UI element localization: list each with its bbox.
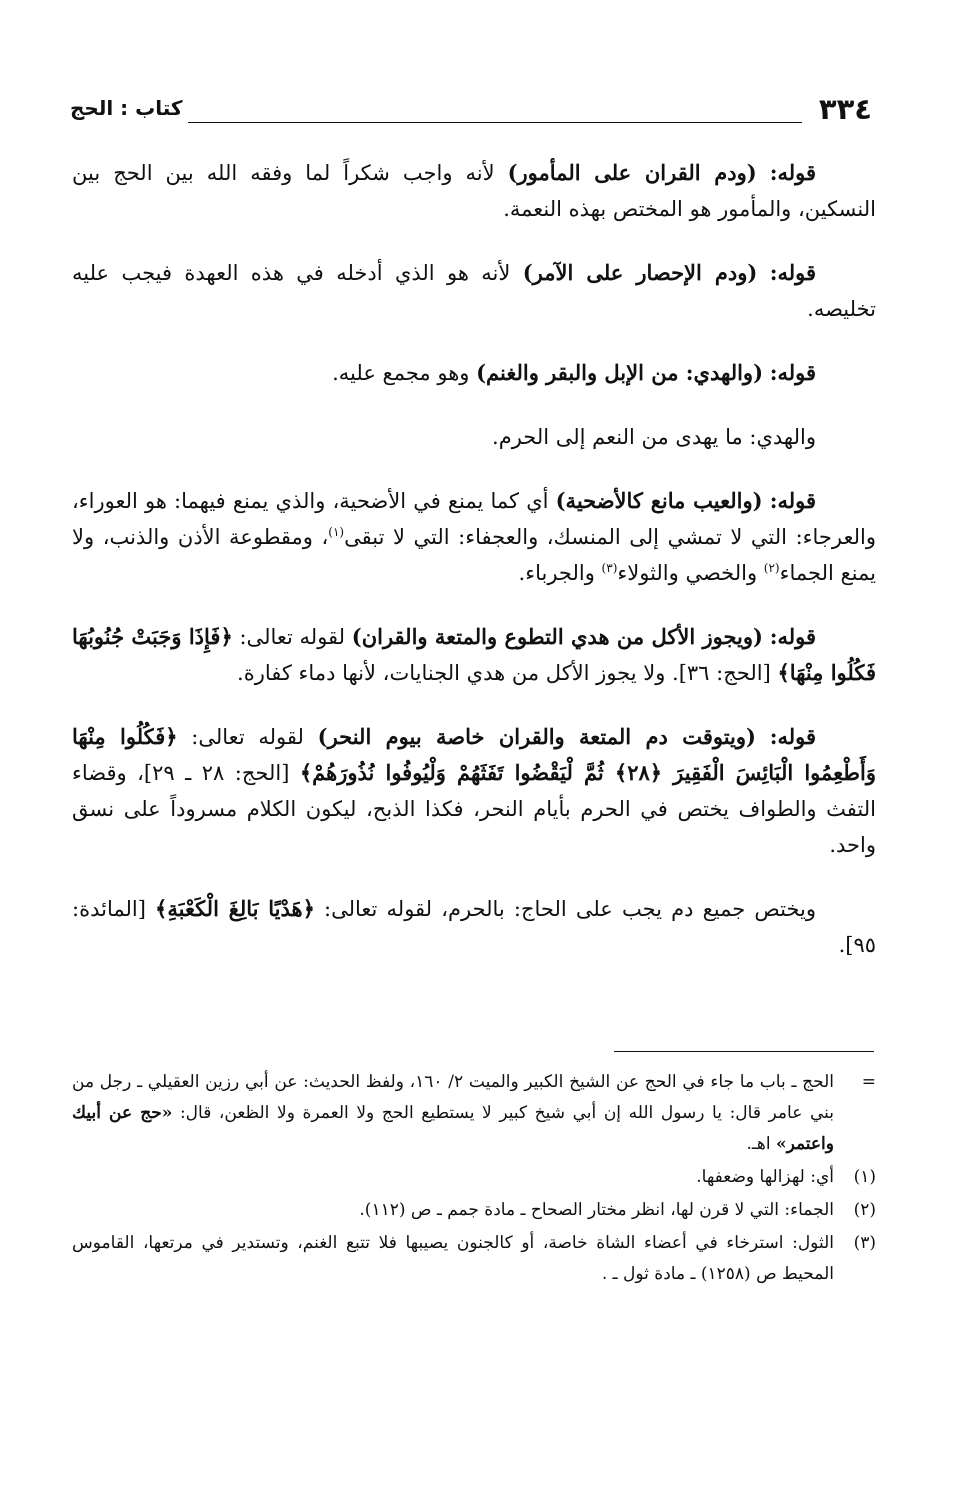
quran-verse: ﴿هَدْيًا بَالِغَ الْكَعْبَةِ﴾ (155, 896, 315, 921)
quoted-text: (ويتوقت دم المتعة والقران خاصة بيوم النحر) (317, 724, 756, 749)
quoted-text: (ودم الإحصار على الآمر) (522, 260, 758, 285)
paragraph-text: لأنه هو الذي أدخله في هذه العهدة فيجب عليه تخليصه. (72, 261, 876, 321)
page-header (70, 92, 872, 132)
quran-verse: ﴿فَكُلُوا مِنْهَا وَأَطْعِمُوا الْبَائِسَ الْفَقِيرَ ﴿٢٨﴾ ثُمَّ لْيَقْضُوا تَفَثَهُمْ وَلْيُوفُوا نُذُورَهُمْ﴾ (72, 724, 876, 785)
footnote-mark: (٢) (853, 1200, 876, 1220)
footnotes (72, 1067, 876, 1292)
keyword: قوله: (769, 624, 816, 649)
footnote-ref-2: (٢) (763, 561, 780, 575)
footnote-2 (72, 1195, 876, 1226)
quoted-text: (والهدي: من الإبل والبقر والغنم) (476, 360, 764, 385)
paragraph-7 (72, 719, 876, 863)
quoted-text: (ودم القران على المأمور) (507, 160, 757, 185)
paragraph-text: ويختص جميع دم يجب على الحاج: بالحرم، لقوله تعالى: (314, 897, 816, 921)
paragraph-text: والهدي: ما يهدى من النعم إلى الحرم. (492, 425, 816, 449)
paragraph-1 (72, 155, 876, 227)
footnote-ref-1: (١) (328, 525, 345, 539)
paragraph-2 (72, 255, 876, 327)
footnote-text (72, 1067, 834, 1160)
footnote-mark: (١) (853, 1167, 876, 1187)
keyword: قوله: (769, 724, 816, 749)
footnote-text-part: اهـ. (746, 1134, 776, 1154)
paragraph-text: والخصي والثولاء (617, 561, 764, 585)
main-text (72, 155, 876, 991)
footnote-mark: (٣) (853, 1233, 876, 1253)
paragraph-text: لقوله تعالى: (177, 725, 318, 749)
footnote-ref-3: (٣) (601, 561, 618, 575)
footnote-3 (72, 1228, 876, 1290)
quoted-text: (والعيب مانع كالأضحية) (555, 488, 763, 513)
paragraph-6 (72, 619, 876, 691)
paragraph-text: والجرباء. (518, 561, 602, 585)
hadith-quote: «حج عن أبيك واعتمر» (72, 1103, 834, 1154)
footnote-1 (72, 1162, 876, 1193)
paragraph-text: لأنه واجب شكراً لما وفقه الله بين الحج بين النسكين، والمأمور هو المختص بهذه النعمة. (72, 161, 876, 221)
paragraph-text: أي كما يمنع في الأضحية، والذي يمنع فيهما: هو العوراء، والعرجاء: التي لا تمشي إلى المنسك، والعجفاء: التي لا تبقى (72, 489, 876, 549)
footnote-text: أي: لهزالها وضعفها. (696, 1167, 834, 1187)
keyword: قوله: (769, 260, 816, 285)
quoted-text: (ويجوز الأكل من هدي التطوع والمتعة والقران) (351, 624, 763, 649)
paragraph-text: [المائدة: ٩٥]. (72, 897, 876, 957)
footnote-text: الجماء: التي لا قرن لها، انظر مختار الصحاح ـ مادة جمم ـ ص (١١٢). (359, 1200, 834, 1220)
paragraph-5 (72, 483, 876, 591)
paragraph-8 (72, 891, 876, 963)
keyword: قوله: (769, 488, 816, 513)
footnote-separator (614, 1051, 874, 1052)
running-title: كتاب : الحج (70, 96, 183, 120)
paragraph-text: لقوله تعالى: (232, 625, 352, 649)
paragraph-text: ، ومقطوعة الأذن والذنب، ولا يمنع الجماء (72, 525, 876, 585)
quran-verse: ﴿فَإِذَا وَجَبَتْ جُنُوبُهَا فَكُلُوا مِنْهَا﴾ (72, 624, 876, 685)
footnote-text: الثول: استرخاء في أعضاء الشاة خاصة، أو كالجنون يصيبها فلا تتبع الغنم، وتستدير في مرتعها، القاموس المحيط ص (١٢٥٨) ـ مادة ثول ـ . (72, 1233, 834, 1284)
paragraph-text: [الحج: ٢٨ ـ ٢٩]، وقضاء التفث والطواف يختص في الحرم بأيام النحر، فكذا الذبح، ليكون الكلام مسروداً على نسق واحد. (72, 761, 876, 857)
keyword: قوله: (769, 360, 816, 385)
paragraph-text: وهو مجمع عليه. (332, 361, 477, 385)
page-number: ٣٣٤ (818, 92, 872, 126)
paragraph-4 (72, 419, 876, 455)
paragraph-text: [الحج: ٣٦]. ولا يجوز الأكل من هدي الجنايات، لأنها دماء كفارة. (237, 661, 778, 685)
footnote-text-part: الحج ـ باب ما جاء في الحج عن الشيخ الكبير والميت ٢/ ١٦٠، ولفظ الحديث: عن أبي رزين العقيلي ـ رجل من بني عامر قال: يا رسول الله إن أبي شيخ كبير لا يستطيع الحج ولا العمرة ولا الظعن، قال: (72, 1072, 834, 1123)
header-rule (188, 122, 802, 123)
footnote-continued (72, 1067, 876, 1160)
paragraph-3 (72, 355, 876, 391)
footnote-mark: = (861, 1072, 876, 1092)
keyword: قوله: (769, 160, 816, 185)
